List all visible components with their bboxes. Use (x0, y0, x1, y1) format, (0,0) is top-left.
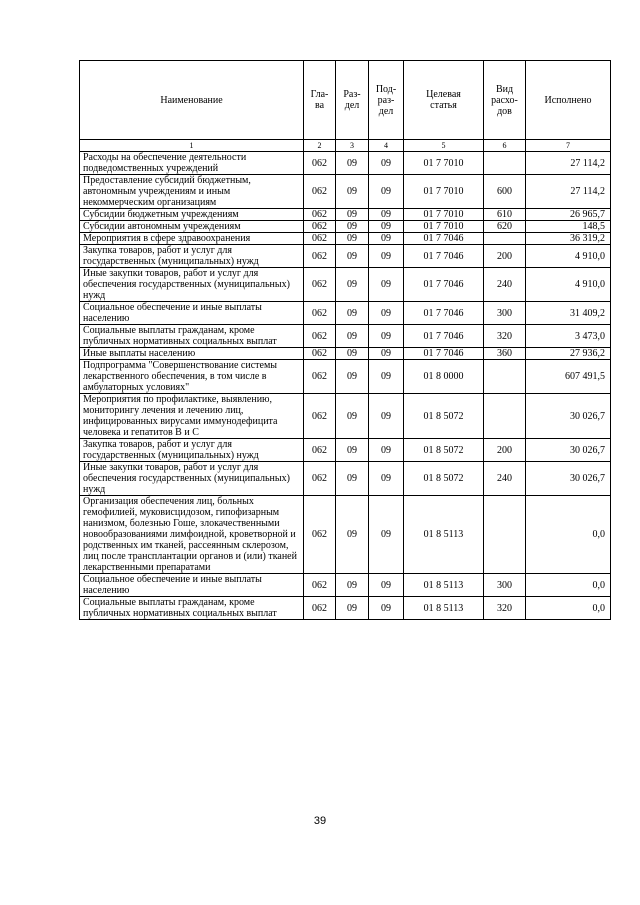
table-body (80, 152, 611, 620)
cell-statya: 01 7 7010 (404, 221, 484, 233)
column-number: 6 (484, 140, 526, 152)
header-podrazdel-text: Под- раз- дел (375, 83, 397, 117)
cell-podrazdel: 09 (369, 348, 404, 360)
cell-podrazdel: 09 (369, 209, 404, 221)
cell-glava: 062 (304, 152, 336, 175)
cell-amount: 31 409,2 (526, 302, 611, 325)
cell-vid (484, 496, 526, 574)
column-number: 7 (526, 140, 611, 152)
cell-razdel: 09 (336, 439, 369, 462)
cell-name: Мероприятия по профилактике, выявлению, мониторингу лечения и лечению лиц, инфицированных вирусами иммунодефицита человека и гепатитов В и С (80, 394, 304, 439)
cell-glava: 062 (304, 348, 336, 360)
cell-glava: 062 (304, 325, 336, 348)
table-row (80, 152, 611, 175)
cell-statya: 01 8 5072 (404, 462, 484, 496)
cell-glava: 062 (304, 268, 336, 302)
cell-podrazdel: 09 (369, 496, 404, 574)
cell-name: Мероприятия в сфере здравоохранения (80, 233, 304, 245)
cell-glava: 062 (304, 302, 336, 325)
cell-amount: 26 965,7 (526, 209, 611, 221)
table-row (80, 209, 611, 221)
cell-podrazdel: 09 (369, 175, 404, 209)
header-razdel (336, 61, 369, 140)
cell-name: Субсидии бюджетным учреждениям (80, 209, 304, 221)
page-number: 39 (313, 815, 327, 827)
cell-amount: 0,0 (526, 574, 611, 597)
cell-vid: 240 (484, 462, 526, 496)
table-row (80, 496, 611, 574)
table-row (80, 233, 611, 245)
cell-glava: 062 (304, 394, 336, 439)
cell-name: Подпрограмма "Совершенствование системы лекарственного обеспечения, в том числе в амбулаторных условиях" (80, 360, 304, 394)
cell-statya: 01 7 7046 (404, 348, 484, 360)
header-podrazdel (369, 61, 404, 140)
cell-glava: 062 (304, 175, 336, 209)
cell-statya: 01 8 5072 (404, 394, 484, 439)
cell-podrazdel: 09 (369, 360, 404, 394)
cell-razdel: 09 (336, 233, 369, 245)
cell-podrazdel: 09 (369, 574, 404, 597)
header-glava-text: Гла- ва (310, 89, 329, 111)
table-row (80, 175, 611, 209)
cell-razdel: 09 (336, 209, 369, 221)
cell-amount: 27 114,2 (526, 175, 611, 209)
table-row (80, 597, 611, 620)
cell-vid: 360 (484, 348, 526, 360)
cell-vid: 610 (484, 209, 526, 221)
cell-name: Предоставление субсидий бюджетным, автономным учреждениям и иным некоммерческим организациям (80, 175, 304, 209)
cell-podrazdel: 09 (369, 268, 404, 302)
cell-vid (484, 152, 526, 175)
header-amount: Исполнено (526, 61, 611, 140)
cell-name: Организация обеспечения лиц, больных гемофилией, муковисцидозом, гипофизарным нанизмом, болезнью Гоше, злокачественными новообразованиями лимфоидной, кроветворной и родственных им тканей, рассеянным склерозом, лиц после трансплантации органов и (или) тканей лекарственными препаратами (80, 496, 304, 574)
table-row (80, 221, 611, 233)
cell-razdel: 09 (336, 462, 369, 496)
cell-vid (484, 394, 526, 439)
cell-glava: 062 (304, 597, 336, 620)
cell-vid: 200 (484, 245, 526, 268)
cell-statya: 01 7 7046 (404, 302, 484, 325)
cell-glava: 062 (304, 221, 336, 233)
cell-amount: 36 319,2 (526, 233, 611, 245)
cell-name: Закупка товаров, работ и услуг для государственных (муниципальных) нужд (80, 439, 304, 462)
cell-razdel: 09 (336, 597, 369, 620)
cell-amount: 30 026,7 (526, 394, 611, 439)
cell-statya: 01 7 7010 (404, 152, 484, 175)
table-row (80, 574, 611, 597)
column-number: 4 (369, 140, 404, 152)
cell-glava: 062 (304, 209, 336, 221)
cell-statya: 01 8 5113 (404, 597, 484, 620)
table-row (80, 302, 611, 325)
table-row (80, 245, 611, 268)
cell-podrazdel: 09 (369, 221, 404, 233)
cell-amount: 30 026,7 (526, 462, 611, 496)
cell-amount: 3 473,0 (526, 325, 611, 348)
cell-statya: 01 7 7046 (404, 268, 484, 302)
cell-name: Социальное обеспечение и иные выплаты населению (80, 574, 304, 597)
cell-statya: 01 8 5072 (404, 439, 484, 462)
cell-vid: 200 (484, 439, 526, 462)
table-row (80, 325, 611, 348)
cell-podrazdel: 09 (369, 245, 404, 268)
budget-table (79, 60, 611, 620)
cell-podrazdel: 09 (369, 462, 404, 496)
cell-razdel: 09 (336, 245, 369, 268)
cell-podrazdel: 09 (369, 597, 404, 620)
header-razdel-text: Раз- дел (343, 89, 361, 111)
cell-podrazdel: 09 (369, 233, 404, 245)
column-number: 5 (404, 140, 484, 152)
cell-razdel: 09 (336, 268, 369, 302)
cell-glava: 062 (304, 233, 336, 245)
cell-glava: 062 (304, 245, 336, 268)
cell-razdel: 09 (336, 175, 369, 209)
cell-statya: 01 7 7046 (404, 325, 484, 348)
cell-razdel: 09 (336, 394, 369, 439)
cell-name: Социальные выплаты гражданам, кроме публичных нормативных социальных выплат (80, 597, 304, 620)
header-glava (304, 61, 336, 140)
cell-podrazdel: 09 (369, 439, 404, 462)
cell-amount: 0,0 (526, 597, 611, 620)
header-statya (404, 61, 484, 140)
cell-amount: 4 910,0 (526, 268, 611, 302)
cell-name: Расходы на обеспечение деятельности подведомственных учреждений (80, 152, 304, 175)
cell-statya: 01 8 0000 (404, 360, 484, 394)
cell-vid: 300 (484, 302, 526, 325)
cell-name: Закупка товаров, работ и услуг для государственных (муниципальных) нужд (80, 245, 304, 268)
column-number: 1 (80, 140, 304, 152)
cell-vid: 240 (484, 268, 526, 302)
cell-glava: 062 (304, 574, 336, 597)
cell-razdel: 09 (336, 360, 369, 394)
table-row (80, 360, 611, 394)
cell-glava: 062 (304, 462, 336, 496)
table-row (80, 268, 611, 302)
cell-statya: 01 8 5113 (404, 496, 484, 574)
cell-razdel: 09 (336, 152, 369, 175)
header-statya-text: Целевая статья (426, 89, 461, 111)
cell-vid: 300 (484, 574, 526, 597)
cell-podrazdel: 09 (369, 394, 404, 439)
cell-vid: 620 (484, 221, 526, 233)
cell-name: Иные закупки товаров, работ и услуг для обеспечения государственных (муниципальных) нужд (80, 268, 304, 302)
cell-name: Иные выплаты населению (80, 348, 304, 360)
cell-vid (484, 233, 526, 245)
table-row (80, 439, 611, 462)
cell-amount: 27 936,2 (526, 348, 611, 360)
cell-glava: 062 (304, 360, 336, 394)
header-name: Наименование (80, 61, 304, 140)
cell-amount: 607 491,5 (526, 360, 611, 394)
cell-podrazdel: 09 (369, 152, 404, 175)
cell-amount: 0,0 (526, 496, 611, 574)
cell-podrazdel: 09 (369, 325, 404, 348)
header-vid-text: Вид расхо- дов (491, 83, 518, 117)
cell-name: Социальное обеспечение и иные выплаты населению (80, 302, 304, 325)
cell-podrazdel: 09 (369, 302, 404, 325)
cell-amount: 4 910,0 (526, 245, 611, 268)
table-row (80, 348, 611, 360)
cell-razdel: 09 (336, 574, 369, 597)
cell-glava: 062 (304, 439, 336, 462)
cell-razdel: 09 (336, 348, 369, 360)
cell-name: Иные закупки товаров, работ и услуг для обеспечения государственных (муниципальных) нужд (80, 462, 304, 496)
cell-amount: 27 114,2 (526, 152, 611, 175)
cell-statya: 01 7 7046 (404, 245, 484, 268)
table-row (80, 462, 611, 496)
cell-razdel: 09 (336, 221, 369, 233)
cell-amount: 30 026,7 (526, 439, 611, 462)
cell-vid (484, 360, 526, 394)
cell-vid: 600 (484, 175, 526, 209)
cell-name: Субсидии автономным учреждениям (80, 221, 304, 233)
cell-statya: 01 7 7010 (404, 175, 484, 209)
cell-statya: 01 7 7010 (404, 209, 484, 221)
cell-vid: 320 (484, 597, 526, 620)
cell-razdel: 09 (336, 496, 369, 574)
cell-statya: 01 7 7046 (404, 233, 484, 245)
table-row (80, 394, 611, 439)
header-vid (484, 61, 526, 140)
cell-statya: 01 8 5113 (404, 574, 484, 597)
cell-razdel: 09 (336, 325, 369, 348)
cell-glava: 062 (304, 496, 336, 574)
column-number: 3 (336, 140, 369, 152)
cell-vid: 320 (484, 325, 526, 348)
header-row (80, 61, 611, 140)
cell-razdel: 09 (336, 302, 369, 325)
column-number: 2 (304, 140, 336, 152)
cell-amount: 148,5 (526, 221, 611, 233)
column-number-row (80, 140, 611, 152)
cell-name: Социальные выплаты гражданам, кроме публичных нормативных социальных выплат (80, 325, 304, 348)
